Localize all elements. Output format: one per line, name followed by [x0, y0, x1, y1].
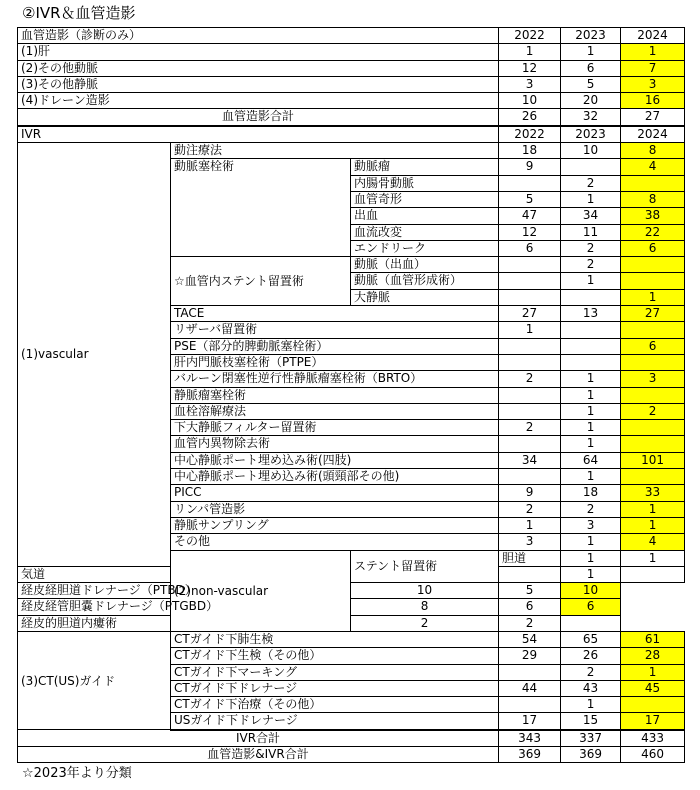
table-row: 経皮的胆道内瘻術 2 2 [18, 615, 685, 631]
table-row: 静脈サンプリング 1 3 1 [18, 517, 685, 533]
table-row: (4)ドレーン造影 10 20 16 [18, 93, 685, 109]
table-row: PSE（部分的脾動脈塞栓術） 6 [18, 338, 685, 354]
table-row: 血管内異物除去術 1 [18, 436, 685, 452]
table-row: USガイド下ドレナージ 17 15 17 [18, 713, 685, 730]
table-row: CTガイド下ドレナージ 44 43 45 [18, 680, 685, 696]
table-row: (2)その他動脈 12 6 7 [18, 60, 685, 76]
table-row: 大静脈 1 [18, 289, 685, 305]
grand-total-row: 血管造影&IVR合計 369 369 460 [18, 747, 685, 763]
table-row: CTガイド下治療（その他） 1 [18, 697, 685, 713]
table-row: 内腸骨動脈 2 [18, 175, 685, 191]
table-row: 血栓溶解療法 1 2 [18, 403, 685, 419]
grand-total-label: 血管造影&IVR合計 [18, 747, 499, 763]
table-row: 静脈瘤塞栓術 1 [18, 387, 685, 403]
table-row: 中心静脈ポート埋め込み術(四肢) 34 64 101 [18, 452, 685, 468]
table-row: ☆血管内ステント留置術 動脈（出血） 2 [18, 257, 685, 273]
table-row: 中心静脈ポート埋め込み術(頭頸部その他) 1 [18, 469, 685, 485]
angio-header-label: 血管造影（診断のみ） [21, 28, 142, 42]
table-row: エンドリーク 6 2 6 [18, 240, 685, 256]
table-row: (2)non-vascular ステント留置術 胆道 1 1 [18, 550, 685, 566]
table-row: 動脈塞栓術 動脈瘤 9 4 [18, 159, 685, 175]
table-row: その他 3 1 4 [18, 534, 685, 550]
table-row: PICC 9 18 33 [18, 485, 685, 501]
table-row: (1)vascular 動注療法 18 10 8 [18, 143, 685, 159]
angio-header [18, 28, 499, 44]
table-row: バルーン閉塞性逆行性静脈瘤塞栓術（BRTO） 2 1 3 [18, 371, 685, 387]
table-row: 気道 1 [18, 566, 685, 582]
tae-label: 動脈塞栓術 [171, 159, 351, 257]
table-row: リンパ管造影 2 2 1 [18, 501, 685, 517]
year-2024: 2024 [621, 28, 685, 44]
table-row: TACE 27 13 27 [18, 306, 685, 322]
group-nonvascular: (2)non-vascular [171, 550, 351, 631]
stent-label: ☆血管内ステント留置術 [171, 257, 351, 306]
group-vascular: (1)vascular [18, 143, 171, 567]
year-2022: 2022 [499, 28, 561, 44]
table-row: 血流改変 12 11 22 [18, 224, 685, 240]
table-row: CTガイド下マーキング 2 1 [18, 664, 685, 680]
year-2023: 2023 [561, 28, 621, 44]
table-row: 動脈（血管形成術） 1 [18, 273, 685, 289]
table-row: 肝内門脈枝塞栓術（PTPE） [18, 354, 685, 370]
table-row: (1)肝 1 1 1 [18, 44, 685, 60]
footnote: ☆2023年より分類 [22, 766, 132, 781]
ivr-total-row: IVR合計 343 337 433 [18, 730, 685, 747]
group-ct: (3)CT(US)ガイド [18, 631, 171, 729]
nv-stent-label: ステント留置術 [351, 550, 499, 583]
angio-total-row: 血管造影合計 26 32 27 [18, 109, 685, 126]
table-row: 出血 47 34 38 [18, 208, 685, 224]
angio-total-label: 血管造影合計 [18, 109, 499, 126]
table-row: 下大静脈フィルター留置術 2 1 [18, 420, 685, 436]
page-title: ②IVR＆血管造影 [22, 4, 136, 22]
table-row: CTガイド下生検（その他） 29 26 28 [18, 648, 685, 664]
table-row: (3)その他静脈 3 5 3 [18, 76, 685, 92]
ivr-total-label: IVR合計 [18, 730, 499, 747]
ivr-header-row: IVR 2022 2023 2024 [18, 126, 685, 143]
table-row: 経皮経管胆嚢ドレナージ（PTGBD） 8 6 6 [18, 599, 685, 615]
ivr-header: IVR [18, 126, 499, 143]
table-row: 経皮経胆道ドレナージ（PTBD） 10 5 10 [18, 583, 685, 599]
table-row: 血管奇形 5 1 8 [18, 191, 685, 207]
table-row: リザーバ留置術 1 [18, 322, 685, 338]
angio-header-row [18, 28, 685, 44]
statistics-table [17, 27, 685, 763]
table-row: (3)CT(US)ガイド CTガイド下肺生検 54 65 61 [18, 631, 685, 647]
